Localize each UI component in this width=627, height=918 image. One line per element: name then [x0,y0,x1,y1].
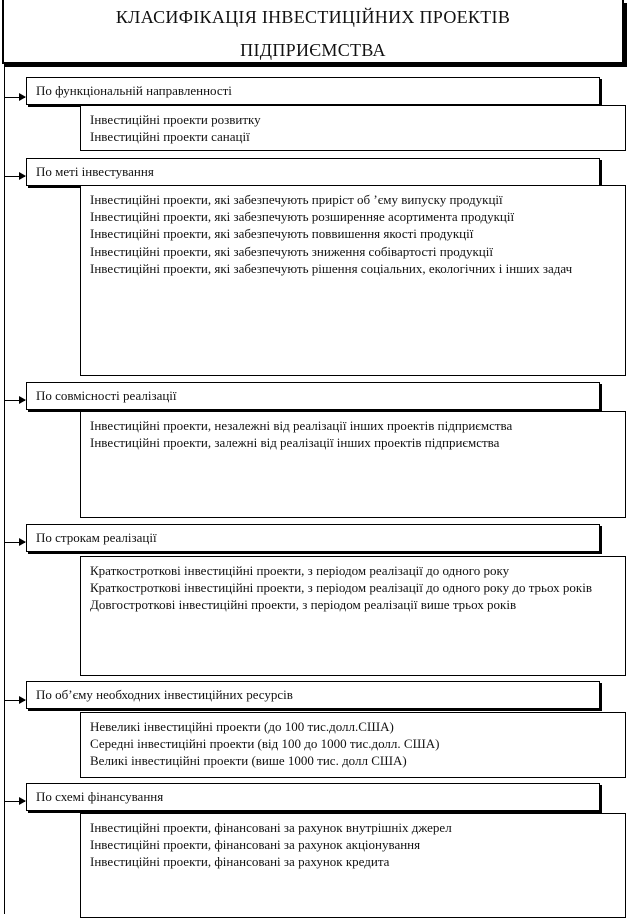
category-volume [26,681,600,709]
detail-item: Великі інвестиційні проекти (више 1000 тис. долл США) [90,753,407,769]
details-financing [80,813,626,918]
detail-item: Інвестиційні проекти, які забезпечують зниження собівартості продукції [90,243,493,259]
detail-item: Середні інвестиційні проекти (від 100 до 1000 тис.долл. США) [90,736,440,752]
detail-item: Інвестиційні проекти, які забезпечують приріст об ’єму випуску продукції [90,192,503,207]
title-line-1: КЛАСИФІКАЦІЯ ІНВЕСТИЦІЙНИХ ПРОЕКТІВ [115,7,511,27]
arrow-financing [5,801,25,802]
category-financing [26,783,600,811]
detail-item: Невеликі інвестиційні проекти (до 100 тис.долл.США) [90,719,394,734]
detail-item: Краткостроткові інвестиційні проекти, з періодом реалізації до одного року [90,563,510,578]
details-volume [80,712,626,778]
category-label: По об’єму необходних інвестиційних ресурсів [36,687,293,702]
arrow-functional [5,97,25,98]
detail-item: Інвестиційні проекти, залежні від реалізації інших проектів підприємства [90,435,500,451]
details-goal [80,185,626,376]
category-label: По совмісності реалізації [36,388,177,403]
category-functional [26,77,600,105]
category-label: По меті інвестування [36,164,154,179]
detail-item: Довгостроткові інвестиційні проекти, з періодом реалізації више трьох років [90,597,517,613]
details-functional [80,105,626,151]
category-terms [26,524,600,552]
category-label: По схемі фінансування [36,789,164,804]
detail-item: Інвестиційні проекти, незалежні від реалізації інших проектів підприємства [90,418,513,433]
arrow-terms [5,542,25,543]
detail-item: Інвестиційні проекти, фінансовані за рахунок внутрішніх джерел [90,820,452,835]
details-terms [80,556,626,676]
detail-item: Інвестиційні проекти, фінансовані за рахунок акціонування [90,837,421,853]
detail-item: Інвестиційні проекти, які забезпечують рішення соціальних, екологічних і інших задач [90,260,573,276]
category-goal [26,158,600,186]
category-label: По функціональній направленності [36,83,232,98]
detail-item: Краткостроткові інвестиційні проекти, з періодом реалізації до одного року до трьох років [90,580,592,596]
details-compatibility [80,411,626,518]
detail-item: Інвестиційні проекти розвитку [90,112,261,127]
connector-spine [4,64,5,914]
arrow-compatibility [5,400,25,401]
arrow-goal [5,176,25,177]
title-line-2: ПІДПРИЄМСТВА [240,40,386,60]
arrow-volume [5,700,25,701]
category-label: По строкам реалізації [36,530,157,545]
title-box [2,0,624,64]
detail-item: Інвестиційні проекти, які забезпечують поввишення якості продукції [90,226,474,242]
category-compatibility [26,382,600,410]
detail-item: Інвестиційні проекти, фінансовані за рахунок кредита [90,854,390,870]
detail-item: Інвестиційні проекти, які забезпечують розширенняе асортимента продукції [90,209,515,225]
detail-item: Інвестиційні проекти санації [90,129,250,145]
